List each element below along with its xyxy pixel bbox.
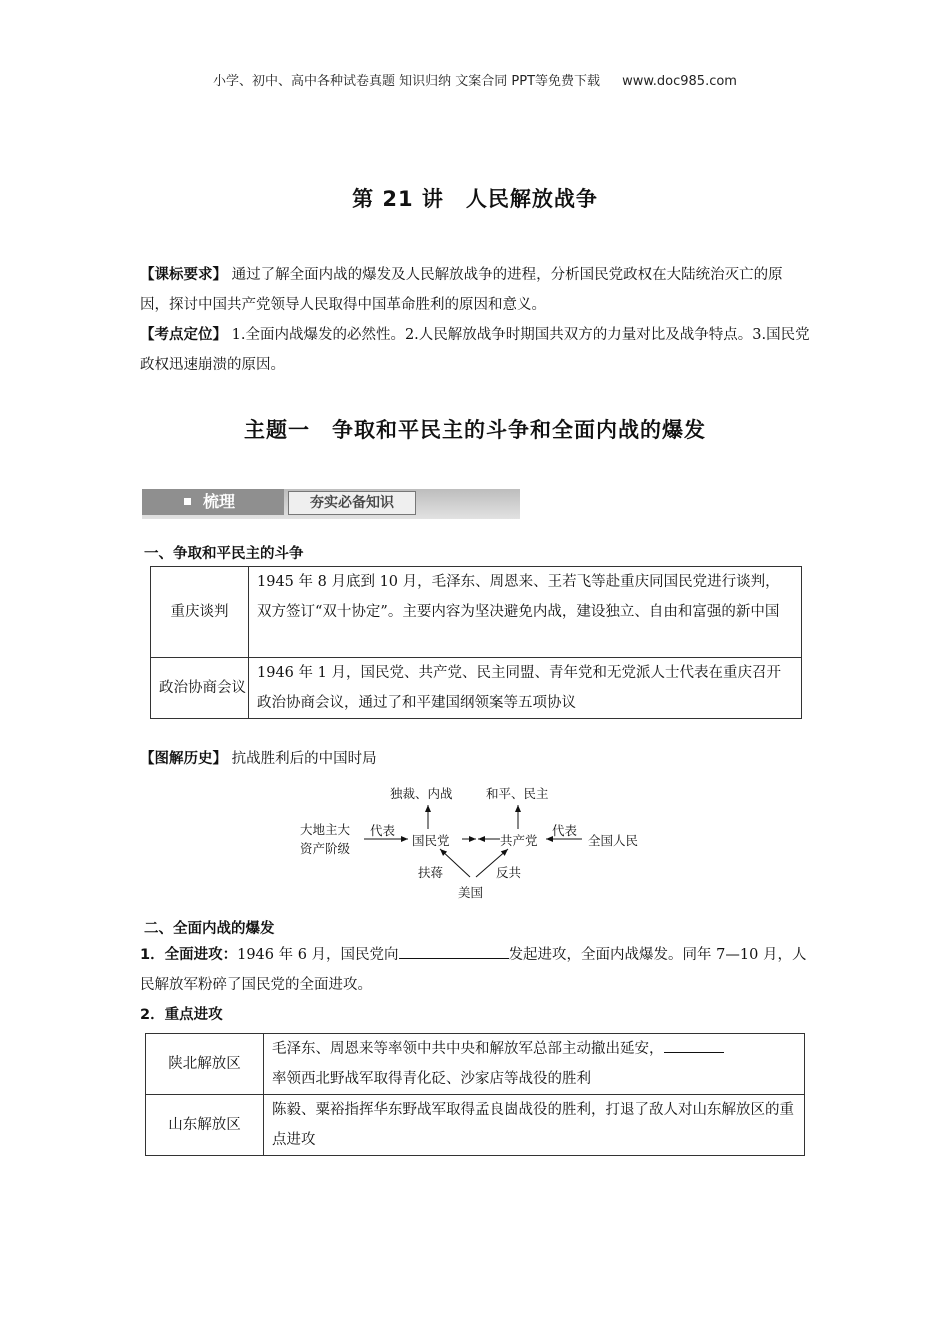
square-bullet-icon <box>184 498 191 505</box>
peace-label: 和平、民主 <box>486 786 549 801</box>
answer-blank[interactable] <box>664 1036 724 1053</box>
curriculum-requirements <box>140 260 810 320</box>
peace-democracy-table <box>150 566 802 719</box>
positioning-text: 1.全面内战爆发的必然性。2.人民解放战争时期国共双方的力量对比及战争特点。3.国民党政权迅速崩溃的原因。 <box>140 327 810 373</box>
focused-offensive-heading <box>140 1000 810 1030</box>
rep-right-label: 代表 <box>552 823 578 838</box>
illustration-tag: 【图解历史】 <box>140 751 227 767</box>
row-text-b: 率领西北野战军取得青化砭、沙家店等战役的胜利 <box>272 1071 591 1087</box>
banner-left-label: 梳理 <box>203 492 236 511</box>
banner-right-label: 夯实必备知识 <box>288 491 416 515</box>
page-header <box>0 70 950 89</box>
full-offensive-paragraph <box>140 940 810 1000</box>
illustration-caption: 抗战胜利后的中国时局 <box>231 751 377 767</box>
p1-label: 1．全面进攻： <box>140 947 238 963</box>
table-key: 陕北解放区 <box>146 1034 264 1095</box>
table-row <box>151 567 802 658</box>
answer-blank[interactable] <box>399 942 509 959</box>
topic-title: 主题一 争取和平民主的斗争和全面内战的爆发 <box>244 418 706 442</box>
table-key: 山东解放区 <box>146 1095 264 1156</box>
section2-heading: 二、全面内战的爆发 <box>144 921 275 937</box>
table-value <box>264 1034 805 1095</box>
header-text: 小学、初中、高中各种试卷真题 知识归纳 文案合同 PPT等免费下载 <box>213 74 601 89</box>
table-row <box>146 1034 805 1095</box>
positioning-tag: 【考点定位】 <box>140 327 227 343</box>
support-label: 扶蒋 <box>418 865 444 880</box>
table-value: 1945 年 8 月底到 10 月，毛泽东、周恩来、王若飞等赴重庆同国民党进行谈判，双方签订“双十协定”。主要内容为坚决避免内战，建设独立、自由和富强的新中国 <box>249 567 802 658</box>
situation-diagram <box>290 775 660 905</box>
header-site-link[interactable]: www.doc985.com <box>622 74 737 89</box>
oppose-label: 反共 <box>496 865 522 880</box>
p1-text-b: 发起进攻，全面内战爆发。同年 7—10 月，人民解放军粉碎了国民党的全面进攻。 <box>140 947 807 993</box>
table-key: 政治协商会议 <box>151 658 249 719</box>
rep-left-label: 代表 <box>370 823 396 838</box>
people-label: 全国人民 <box>588 833 639 848</box>
left-class-label-1: 大地主大 <box>300 822 351 837</box>
illustration-heading <box>140 747 377 768</box>
section-banner <box>142 489 520 519</box>
requirements-text: 通过了解全面内战的爆发及人民解放战争的进程，分析国民党政权在大陆统治灭亡的原因，探讨中国共产党领导人民取得中国革命胜利的原因和意义。 <box>140 267 783 313</box>
p2-label: 2．重点进攻 <box>140 1007 223 1023</box>
kmt-label: 国民党 <box>412 833 450 848</box>
usa-label: 美国 <box>458 885 484 900</box>
table-row <box>151 658 802 719</box>
table-value: 1946 年 1 月，国民党、共产党、民主同盟、青年党和无党派人士代表在重庆召开政治协商会议，通过了和平建国纲领案等五项协议 <box>249 658 802 719</box>
ccp-label: 共产党 <box>500 833 538 848</box>
banner-left <box>142 489 284 515</box>
table-key: 重庆谈判 <box>151 567 249 658</box>
arrow-usa-kmt <box>440 849 470 877</box>
section1-heading: 一、争取和平民主的斗争 <box>144 546 304 562</box>
page-title: 第 21 讲 人民解放战争 <box>352 187 598 211</box>
table-row <box>146 1095 805 1156</box>
focused-offensive-table <box>145 1033 805 1156</box>
left-class-label-2: 资产阶级 <box>300 841 351 856</box>
row-text-a: 毛泽东、周恩来等率领中共中央和解放军总部主动撤出延安， <box>272 1041 664 1057</box>
p1-text-a: 1946 年 6 月，国民党向 <box>237 947 399 963</box>
requirements-tag: 【课标要求】 <box>140 267 227 283</box>
dictatorship-label: 独裁、内战 <box>390 786 453 801</box>
table-value: 陈毅、粟裕指挥华东野战军取得孟良崮战役的胜利，打退了敌人对山东解放区的重点进攻 <box>264 1095 805 1156</box>
exam-positioning <box>140 320 810 380</box>
